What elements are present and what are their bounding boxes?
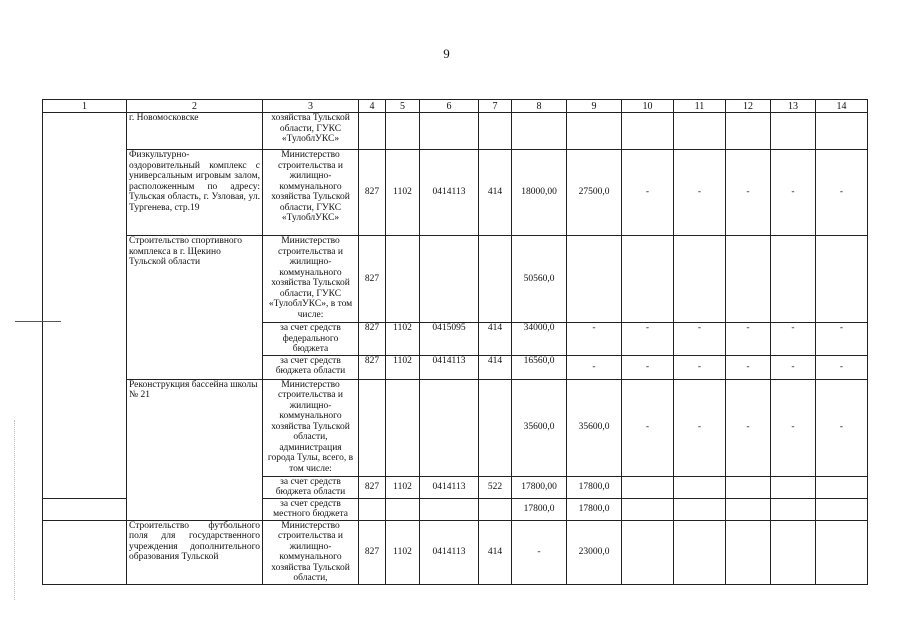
cell-c6: 0414113 — [420, 355, 479, 379]
cell-c7: 414 — [479, 520, 512, 584]
object-name: г. Новомосковске — [127, 113, 263, 150]
col-header: 14 — [816, 100, 868, 113]
cell-c10: - — [622, 355, 674, 379]
cell-c9: 35600,0 — [567, 379, 622, 476]
object-name: Физкультурно-оздоровительный комплекс с универсальным игровым залом, расположенным по адресу: Тульская область, г. Узловая, ул. Тургенева, стр.19 — [127, 150, 263, 236]
cell-c11: - — [674, 379, 726, 476]
col-header: 2 — [127, 100, 263, 113]
cell-c13: - — [771, 150, 816, 236]
cell-c13: - — [771, 323, 816, 356]
cell-c14: - — [816, 323, 868, 356]
cell-c7: 414 — [479, 323, 512, 356]
cell-col1 — [43, 520, 127, 584]
col-header: 6 — [420, 100, 479, 113]
cell-c12: - — [726, 355, 771, 379]
col-header: 5 — [386, 100, 420, 113]
object-name: Реконструкция бассейна школы № 21 — [127, 379, 263, 520]
page-number: 9 — [443, 46, 450, 61]
cell-c4: 827 — [359, 355, 386, 379]
col-header: 11 — [674, 100, 726, 113]
col-header: 8 — [512, 100, 567, 113]
cell-c5: 1102 — [386, 323, 420, 356]
cell-c7: 522 — [479, 476, 512, 498]
cell-c5: 1102 — [386, 520, 420, 584]
cell-c9: 23000,0 — [567, 520, 622, 584]
cell-c6: 0414113 — [420, 150, 479, 236]
cell-c11: - — [674, 150, 726, 236]
header-row — [43, 100, 868, 113]
table-row — [43, 520, 868, 584]
cell-c12: - — [726, 379, 771, 476]
table-row — [43, 113, 868, 150]
cell-c4: 827 — [359, 520, 386, 584]
cell-c10: - — [622, 323, 674, 356]
cell-c8: 18000,00 — [512, 150, 567, 236]
object-name: Строительство спортивного комплекса в г. Щекино Тульской области — [127, 236, 263, 380]
cell-col1 — [43, 498, 127, 520]
cell-c8: 34000,0 — [512, 323, 567, 356]
cell-c6: 0415095 — [420, 323, 479, 356]
cell-c14: - — [816, 355, 868, 379]
cell-c4: 827 — [359, 323, 386, 356]
cell-c9: - — [567, 323, 622, 356]
cell-c5: 1102 — [386, 150, 420, 236]
cell-c9: 27500,0 — [567, 150, 622, 236]
table-row — [43, 379, 868, 476]
budget-table — [42, 99, 868, 585]
cell-c8: 17800,0 — [512, 498, 567, 520]
cell-c10: - — [622, 150, 674, 236]
col-header: 4 — [359, 100, 386, 113]
cell-c10: - — [622, 379, 674, 476]
cell-c4: 827 — [359, 476, 386, 498]
col-header: 12 — [726, 100, 771, 113]
funding-source: за счет средств местного бюджета — [263, 498, 359, 520]
cell-col1 — [43, 113, 127, 499]
agency-name: Министерство строительства и жилищно-коммунального хозяйства Тульской области, администрация города Тулы, всего, в том числе: — [263, 379, 359, 476]
object-name: Строительство футбольного поля для государственного учреждения дополнительного образования Тульской — [127, 520, 263, 584]
cell-c7: 414 — [479, 355, 512, 379]
scan-mark — [15, 321, 61, 322]
cell-c5: 1102 — [386, 476, 420, 498]
agency-name: Министерство строительства и жилищно-коммунального хозяйства Тульской области, ГУКС «ТулоблУКС», в том числе: — [263, 236, 359, 323]
cell-c4: 827 — [359, 150, 386, 236]
cell-c6: 0414113 — [420, 476, 479, 498]
col-header: 13 — [771, 100, 816, 113]
col-header: 9 — [567, 100, 622, 113]
cell-c5: 1102 — [386, 355, 420, 379]
agency-name: Министерство строительства и жилищно-коммунального хозяйства Тульской области, ГУКС «ТулоблУКС» — [263, 150, 359, 236]
cell-c14: - — [816, 379, 868, 476]
scan-dots — [14, 420, 16, 600]
cell-c9: 17800,0 — [567, 476, 622, 498]
col-header: 3 — [263, 100, 359, 113]
cell-c9: 17800,0 — [567, 498, 622, 520]
cell-c13: - — [771, 379, 816, 476]
table-row — [43, 236, 868, 323]
funding-source: за счет средств бюджета области — [263, 355, 359, 379]
cell-c7: 414 — [479, 150, 512, 236]
cell-c12: - — [726, 150, 771, 236]
cell-c13: - — [771, 355, 816, 379]
col-header: 1 — [43, 100, 127, 113]
col-header: 7 — [479, 100, 512, 113]
agency-name: хозяйства Тульской области, ГУКС «ТулоблУКС» — [263, 113, 359, 150]
cell-c11: - — [674, 355, 726, 379]
cell-c8: - — [512, 520, 567, 584]
agency-name: Министерство строительства и жилищно-коммунального хозяйства Тульской области, — [263, 520, 359, 584]
table-row — [43, 150, 868, 236]
cell-c6: 0414113 — [420, 520, 479, 584]
cell-c8: 35600,0 — [512, 379, 567, 476]
cell-c4: 827 — [359, 236, 386, 323]
cell-c11: - — [674, 323, 726, 356]
funding-source: за счет средств федерального бюджета — [263, 323, 359, 356]
cell-c14: - — [816, 150, 868, 236]
cell-c12: - — [726, 323, 771, 356]
funding-source: за счет средств бюджета области — [263, 476, 359, 498]
cell-c8: 16560,0 — [512, 355, 567, 379]
cell-c8: 17800,00 — [512, 476, 567, 498]
cell-c8: 50560,0 — [512, 236, 567, 323]
col-header: 10 — [622, 100, 674, 113]
cell-c9: - — [567, 355, 622, 379]
